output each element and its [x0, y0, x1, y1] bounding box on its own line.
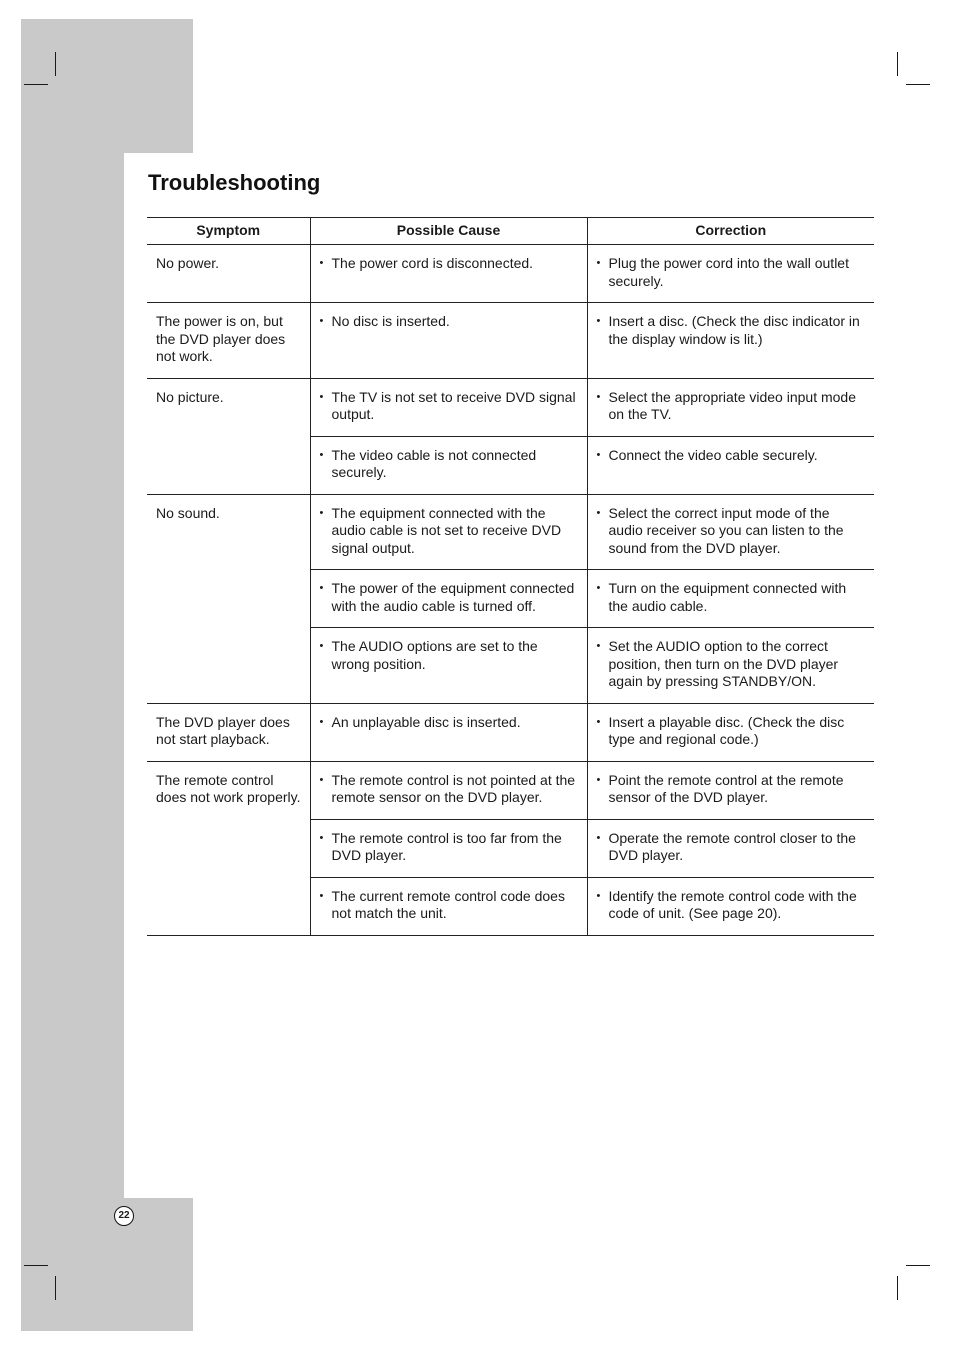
correction-text: Select the appropriate video input mode on the TV. — [608, 388, 856, 422]
cause-cell — [310, 819, 587, 877]
correction-text: Connect the video cable securely. — [608, 446, 818, 463]
margin-band-left — [21, 153, 124, 1198]
table-row — [147, 494, 874, 570]
correction-cell — [587, 436, 874, 494]
correction-cell — [587, 761, 874, 819]
correction-cell — [587, 570, 874, 628]
cause-cell — [310, 245, 587, 303]
cause-text: The AUDIO options are set to the wrong position. — [331, 638, 538, 672]
correction-cell — [587, 703, 874, 761]
bullet-glyph: • — [596, 715, 601, 728]
bullet-glyph: • — [319, 640, 324, 652]
symptom-cell: The DVD player does not start playback. — [147, 703, 310, 761]
page-title: Troubleshooting — [148, 170, 321, 195]
cause-cell — [310, 494, 587, 570]
bullet-glyph: • — [319, 715, 324, 728]
bullet-glyph: • — [319, 257, 324, 269]
table-row — [147, 378, 874, 436]
correction-text: Turn on the equipment connected with the audio cable. — [608, 580, 847, 614]
cause-text: The equipment connected with the audio cable is not set to receive DVD signal output. — [331, 504, 562, 556]
cause-text: No disc is inserted. — [331, 313, 450, 329]
correction-text: Select the correct input mode of the audio receiver so you can listen to the sound from the DVD player. — [608, 504, 844, 556]
header-possible-cause: Possible Cause — [310, 218, 587, 245]
correction-text: Operate the remote control closer to the DVD player. — [608, 829, 856, 863]
bullet-glyph: • — [596, 582, 601, 594]
bullet-glyph: • — [319, 315, 324, 327]
margin-band-top — [21, 19, 193, 153]
table-row — [147, 761, 874, 819]
bullet-glyph: • — [596, 773, 601, 786]
cause-cell — [310, 761, 587, 819]
crop-mark-tl-v — [55, 52, 56, 76]
correction-text: Insert a playable disc. (Check the disc type and regional code.) — [608, 713, 845, 747]
cause-cell — [310, 570, 587, 628]
bullet-glyph: • — [596, 257, 601, 269]
bullet-glyph: • — [319, 390, 324, 403]
crop-mark-bl-h — [24, 1265, 48, 1266]
correction-cell — [587, 628, 874, 704]
table-header-row — [147, 218, 874, 245]
correction-cell — [587, 245, 874, 303]
bullet-glyph: • — [319, 831, 324, 844]
correction-cell — [587, 378, 874, 436]
cause-text: The power of the equipment connected with the audio cable is turned off. — [331, 580, 575, 614]
bullet-glyph: • — [319, 506, 324, 519]
header-symptom: Symptom — [147, 218, 310, 245]
correction-cell — [587, 877, 874, 935]
cause-cell — [310, 303, 587, 379]
symptom-cell: No sound. — [147, 494, 310, 703]
correction-cell — [587, 819, 874, 877]
bullet-glyph: • — [596, 315, 601, 327]
bullet-glyph: • — [596, 390, 601, 403]
cause-text: The current remote control code does not match the unit. — [331, 887, 565, 921]
cause-text: The video cable is not connected securely. — [331, 446, 537, 480]
cause-text: The TV is not set to receive DVD signal output. — [331, 388, 576, 422]
symptom-cell: No picture. — [147, 378, 310, 494]
cause-text: An unplayable disc is inserted. — [331, 713, 521, 730]
bullet-glyph: • — [319, 889, 324, 902]
correction-cell — [587, 303, 874, 379]
bullet-glyph: • — [596, 889, 601, 902]
correction-text: Identify the remote control code with the code of unit. (See page 20). — [608, 887, 857, 921]
correction-text: Plug the power cord into the wall outlet securely. — [608, 255, 849, 289]
header-correction: Correction — [587, 218, 874, 245]
symptom-cell: The power is on, but the DVD player does not work. — [147, 303, 310, 379]
table-row — [147, 245, 874, 303]
correction-text: Set the AUDIO option to the correct position, then turn on the DVD player again by pressing STANDBY/ON. — [608, 638, 839, 689]
bullet-glyph: • — [596, 506, 601, 519]
cause-cell — [310, 877, 587, 935]
correction-cell — [587, 494, 874, 570]
crop-mark-br-v — [897, 1276, 898, 1300]
bullet-glyph: • — [319, 773, 324, 786]
crop-mark-tr-h — [906, 84, 930, 85]
cause-cell — [310, 378, 587, 436]
bullet-glyph: • — [319, 582, 324, 594]
symptom-cell: The remote control does not work properly. — [147, 761, 310, 935]
correction-text: Insert a disc. (Check the disc indicator in the display window is lit.) — [608, 313, 860, 347]
bullet-glyph: • — [596, 831, 601, 844]
page-number-badge: 22 — [114, 1206, 134, 1226]
crop-mark-br-h — [906, 1265, 930, 1266]
bullet-glyph: • — [596, 640, 601, 652]
crop-mark-tl-h — [24, 84, 48, 85]
bullet-glyph: • — [319, 448, 324, 461]
cause-text: The power cord is disconnected. — [331, 255, 534, 271]
symptom-cell: No power. — [147, 245, 310, 303]
table-row — [147, 703, 874, 761]
cause-cell — [310, 436, 587, 494]
correction-text: Point the remote control at the remote sensor of the DVD player. — [608, 771, 844, 805]
crop-mark-bl-v — [55, 1276, 56, 1300]
bullet-glyph: • — [596, 448, 601, 461]
cause-text: The remote control is too far from the DVD player. — [331, 829, 562, 863]
cause-text: The remote control is not pointed at the remote sensor on the DVD player. — [331, 771, 576, 805]
troubleshooting-table — [147, 217, 874, 936]
crop-mark-tr-v — [897, 52, 898, 76]
cause-cell — [310, 703, 587, 761]
table-row — [147, 303, 874, 379]
cause-cell — [310, 628, 587, 704]
